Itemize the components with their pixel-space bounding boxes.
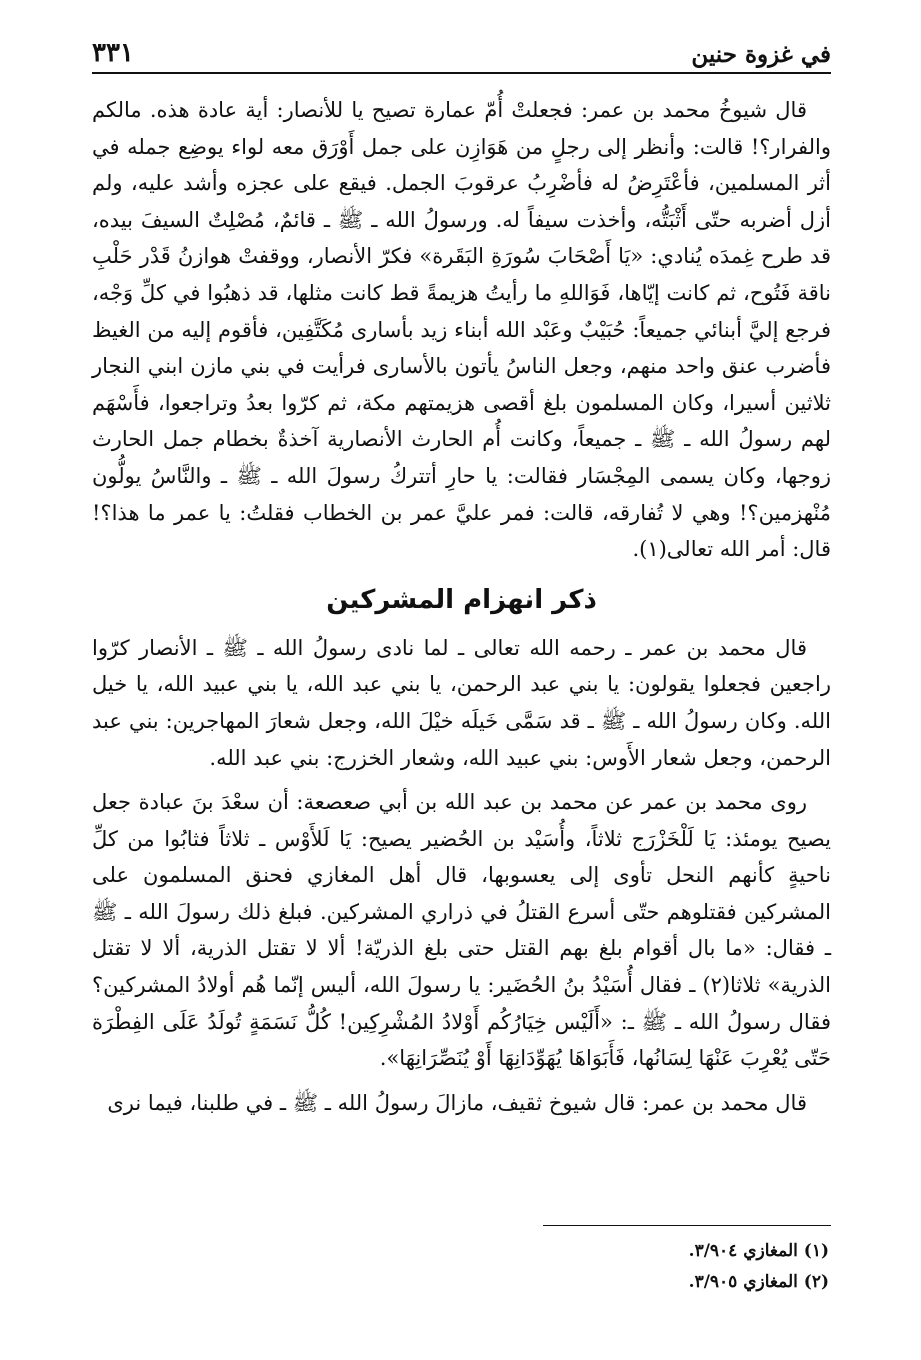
footnote-1: (١) المغازي ٣/٩٠٤. <box>688 1241 829 1261</box>
page-number: ٣٣١ <box>92 38 134 68</box>
footnote-divider <box>543 1225 831 1226</box>
footnotes <box>92 1236 829 1298</box>
paragraph-2: قال محمد بن عمر ـ رحمه الله تعالى ـ لما نادى رسولُ الله ـ ﷺ ـ الأنصار كرّوا راجعين فجعلوا يقولون: يا بني عبد الرحمن، يا بني عبد الله، يا بني عبيد الله، يا خيل الله. وكان رسولُ الله ـ ﷺ ـ قد سَمَّى خَيلَه خيْلَ الله، وجعل شعارَ المهاجرين: بني عبد الرحمن، وجعل شعار الأَوس: بني عبيد الله، وشعار الخزرج: بني عبد الله. <box>92 635 831 770</box>
main-text <box>92 92 831 1121</box>
paragraph-1: قال شيوخُ محمد بن عمر: فجعلتْ أُمّ عمارة تصيح يا للأنصار: أية عادة هذه. مالكم والفرار؟! قالت: وأنظر إلى رجلٍ من هَوَازِن على جمل أَوْرَق معه لواء يوضِع جمله في أثر المسلمين، فأعْتَرِضُ له فأضْرِبُ عرقوبَ الجمل. فيقع على عجزه وأشد عليه، ولم أزل أضربه حتّى أَثْبَتُّه، وأخذت سيفاً له. ورسولُ الله ـ ﷺ ـ قائمٌ، مُصْلِتٌ السيفَ بيده، قد طرح غِمدَه يُنادي: «يَا أَصْحَابَ سُورَةِ البَقَرة» فكرّ الأنصار، ووقفتْ هوازنُ قَدْر حَلْبِ ناقة فَتُوح، ثم كانت إيّاها، فَوَاللهِ ما رأيتُ هزيمةً قط كانت مثلها، قد ذهبُوا في كلِّ وَجْه، فرجع إليَّ أبنائي جميعاً: حُبَيْبٌ وعَبْد الله أبناء زيد بأسارى مُكَتَّفِين، فأقوم إليه من الغيظ فأضرب عنق واحد منهم، وجعل الناسُ يأتون بالأسارى فرأيت في بني مازن ابني النجار ثلاثين أسيرا، وكان المسلمون بلغ أقصى هزيمتهم مكة، ثم كرّوا بعدُ وتراجعوا، فأَسْهَم لهم رسولُ الله ـ ﷺ ـ جميعاً، وكانت أُم الحارث الأنصارية آخذةٌ بخطام جمل الحارث زوجها، وكان يسمى المِجْسَار فقالت: يا حارِ أتتركُ رسولَ الله ـ ﷺ ـ والنَّاسُ يولُّون مُنْهزمين؟! وهي لا تُفارقه، قالت: فمر عليَّ عمر بن الخطاب فقلتُ: يا عمر ما هذا؟! قال: أمر الله تعالى(١). <box>92 98 831 562</box>
footnote-2: (٢) المغازي ٣/٩٠٥. <box>688 1272 829 1292</box>
running-title: في غزوة حنين <box>691 41 831 68</box>
page-header <box>92 34 831 74</box>
section-heading: ذكر انهزام المشركين <box>326 584 597 615</box>
paragraph-4: قال محمد بن عمر: قال شيوخ ثقيف، مازالَ رسولُ الله ـ ﷺ ـ في طلبنا، فيما نرى <box>107 1090 807 1115</box>
paragraph-3: روى محمد بن عمر عن محمد بن عبد الله بن أبي صعصعة: أن سعْدَ بنَ عبادة جعل يصيح يومئذ: يَا لَلْخَزْرَج ثلاثاً، وأُسَيْد بن الحُضير يصيح: يَا لَلأَوْس ـ ثلاثاً فثابُوا من كلِّ ناحيةٍ كأنهم النحل تأوى إلى يعسوبها، قال أهل المغازي فحنق المسلمون على المشركين فقتلوهم حتّى أسرع القتلُ في ذراري المشركين. فبلغ ذلك رسولَ الله ـ ﷺ ـ فقال: «ما بال أقوام بلغ بهم القتل حتى بلغ الذريّة! ألا لا تقتل الذرية، ألا لا تقتل الذرية» ثلاثا(٢) ـ فقال أُسَيْدُ بنُ الحُضَير: يا رسولَ الله، أليس إنّما هُم أولادُ المشركين؟ فقال رسولُ الله ـ ﷺ ـ: «أَلَيْس خِيَارُكُم أَوْلادُ المُشْرِكِين! كُلُّ نَسَمَةٍ تُولَدُ عَلَى الفِطْرَة حَتّى يُعْرِبَ عَنْهَا لِسَانُها، فَأَبَوَاهَا يُهَوِّدَانِهَا أَوْ يُنَصِّرَانِهَا». <box>92 790 831 1071</box>
